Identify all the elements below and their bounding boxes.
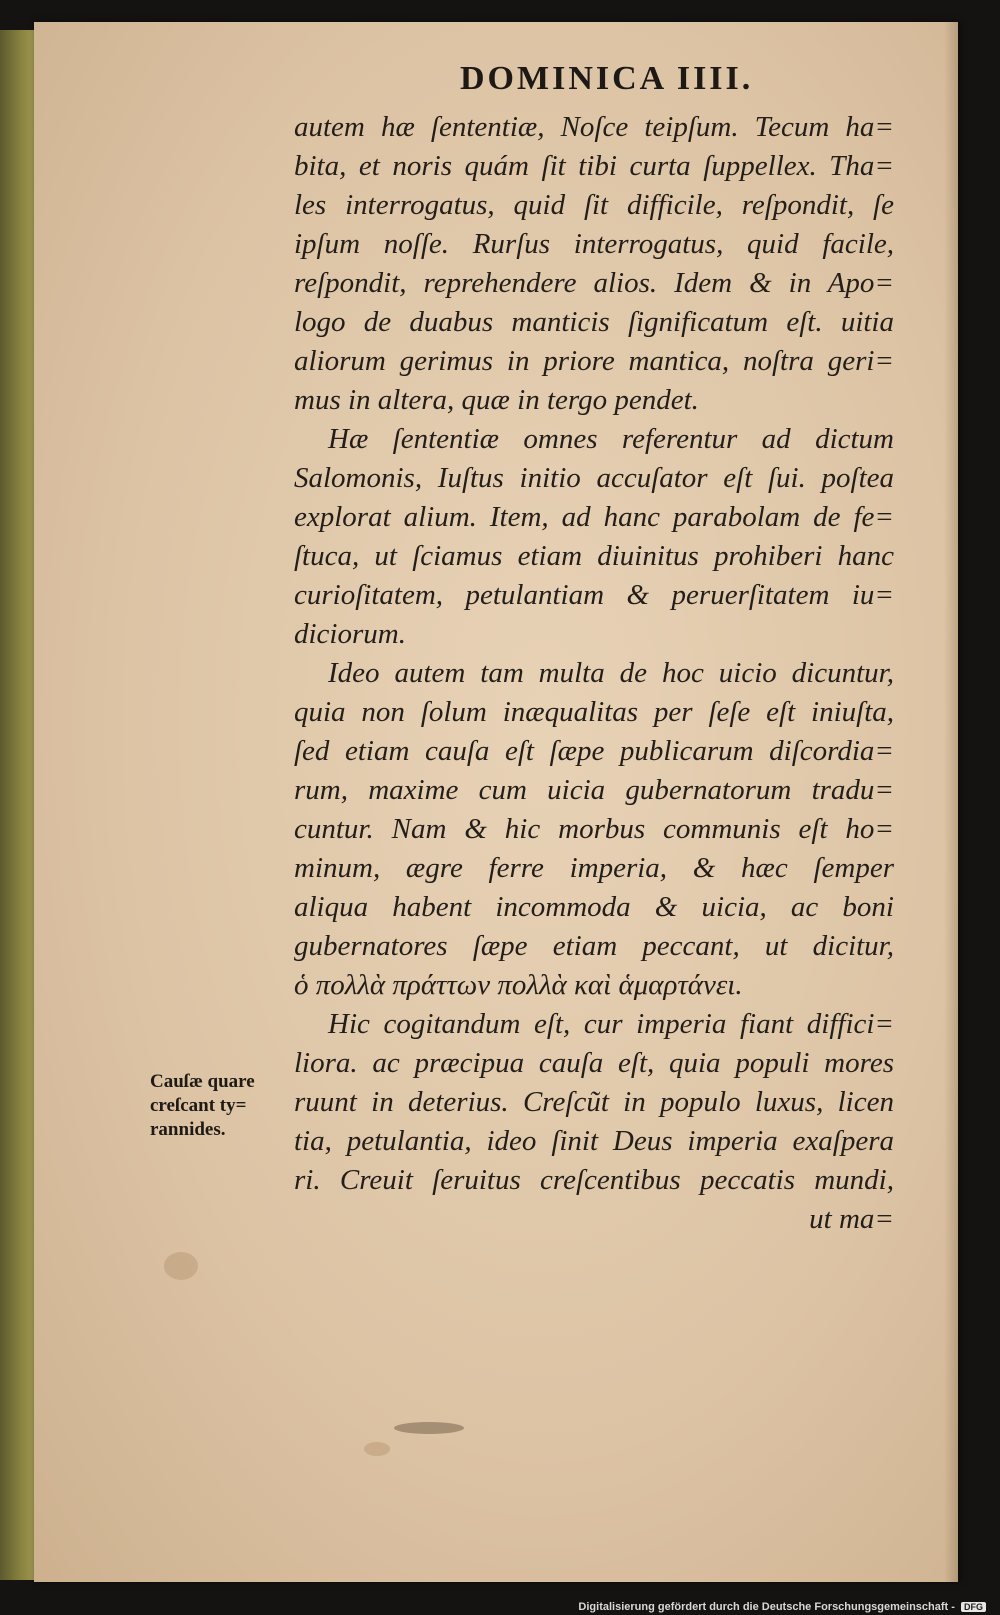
text-line: les interrogatus, quid ſit difficile, reſpondit, ſe: [294, 189, 894, 221]
text-line: minum, ægre ferre imperia, & hæc ſemper: [294, 852, 894, 884]
text-line: diciorum.: [294, 618, 406, 650]
text-line: liora. ac præcipua cauſa eſt, quia populi mores: [294, 1047, 894, 1079]
text-line: aliorum gerimus in priore mantica, noſtra geri=: [294, 345, 894, 377]
paper-stain: [364, 1442, 390, 1456]
text-line: Ideo autem tam multa de hoc uicio dicuntur,: [328, 657, 894, 689]
text-line: ſed etiam cauſa eſt ſæpe publicarum diſcordia=: [294, 735, 894, 767]
margin-note-line: creſcant ty=: [150, 1095, 247, 1116]
running-head: DOMINICA IIII.: [460, 60, 754, 97]
text-line: curioſitatem, petulantiam & peruerſitatem iu=: [294, 579, 894, 611]
text-line: quia non ſolum inæqualitas per ſeſe eſt iniuſta,: [294, 696, 894, 728]
text-line: Salomonis, Iuſtus initio accuſator eſt ſui. poſtea: [294, 462, 894, 494]
footer-credit-text: Digitalisierung gefördert durch die Deutsche Forschungsgemeinschaft -: [578, 1601, 955, 1613]
text-line: ὁ πολλὰ πράττων πολλὰ καὶ ἁμαρτάνει.: [294, 969, 743, 1001]
text-line: rum, maxime cum uicia gubernatorum tradu=: [294, 774, 894, 806]
text-line: ruunt in deterius. Creſcũt in populo luxus, licen: [294, 1086, 894, 1118]
paper-stain: [164, 1252, 198, 1280]
text-line: ſtuca, ut ſciamus etiam diuinitus prohiberi hanc: [294, 540, 894, 572]
margin-note-line: Cauſæ quare: [150, 1071, 255, 1092]
footer-credit: [578, 1601, 986, 1613]
body-text-block: [294, 108, 894, 1239]
text-line: tia, petulantia, ideo ſinit Deus imperia exaſpera: [294, 1125, 894, 1157]
text-line: gubernatores ſæpe etiam peccant, ut dicitur,: [294, 930, 894, 962]
text-line: explorat alium. Item, ad hanc parabolam de fe=: [294, 501, 894, 533]
text-line: bita, et noris quám ſit tibi curta ſuppellex. Tha=: [294, 150, 894, 182]
text-line: Hæ ſententiæ omnes referentur ad dictum: [328, 423, 894, 455]
page-right-edge: [944, 22, 958, 1582]
text-line: aliqua habent incommoda & uicia, ac boni: [294, 891, 894, 923]
text-line: ri. Creuit ſeruitus creſcentibus peccatis mundi,: [294, 1164, 894, 1196]
text-line: reſpondit, reprehendere alios. Idem & in Apo=: [294, 267, 894, 299]
dfg-logo: DFG: [961, 1602, 986, 1612]
text-line: ipſum noſſe. Rurſus interrogatus, quid facile,: [294, 228, 894, 260]
text-line: mus in altera, quæ in tergo pendet.: [294, 384, 699, 416]
text-line: logo de duabus manticis ſignificatum eſt. uitia: [294, 306, 894, 338]
text-line: autem hæ ſententiæ, Noſce teipſum. Tecum ha=: [294, 111, 894, 143]
text-line: Hic cogitandum eſt, cur imperia fiant diffici=: [328, 1008, 894, 1040]
catchword: ut ma=: [809, 1203, 894, 1235]
margin-note: [150, 1070, 310, 1142]
paper-stain: [394, 1422, 464, 1434]
margin-note-line: rannides.: [150, 1119, 226, 1140]
text-line: cuntur. Nam & hic morbus communis eſt ho=: [294, 813, 894, 845]
